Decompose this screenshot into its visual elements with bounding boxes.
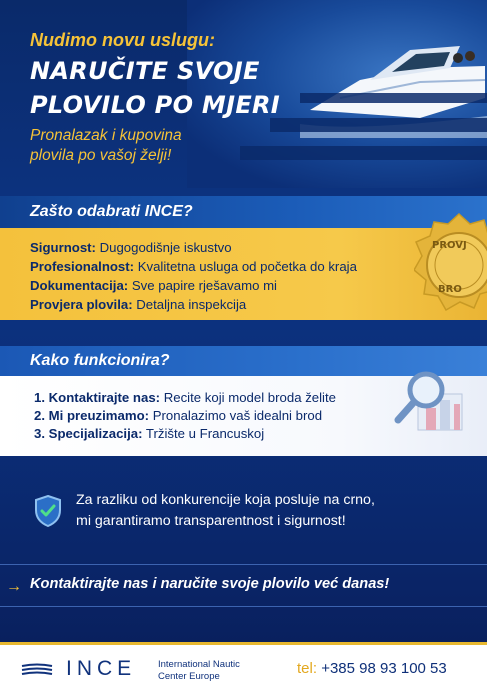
arrow-right-icon: → (6, 578, 22, 595)
hero-stripe (270, 118, 487, 132)
list-item (30, 297, 246, 312)
list-item-label: 2. Mi preuzimamo: (34, 408, 150, 423)
seal-text: BRO (438, 284, 462, 295)
org-name: International Nautic (158, 659, 240, 670)
hero-stripe (240, 146, 487, 160)
list-item-label: Dokumentacija: (30, 278, 129, 293)
hero-kicker: Nudimo novu uslugu: (30, 30, 215, 50)
guarantee-text: Za razliku od konkurencije koja posluje na crno, (76, 492, 375, 508)
footer (0, 642, 487, 690)
list-item (30, 278, 277, 293)
list-item (34, 390, 336, 405)
list-item-text: Dugogodišnje iskustvo (95, 240, 232, 255)
list-item-text: Detaljna inspekcija (132, 297, 247, 312)
guarantee-text: mi garantiramo transparentnost i sigurnost! (76, 513, 346, 529)
list-item-text: Recite koji model broda želite (160, 390, 336, 405)
list-item (30, 259, 357, 274)
phone-label: tel: (297, 660, 318, 677)
list-item-label: Profesionalnost: (30, 259, 135, 274)
list-item-label: Provjera plovila: (30, 297, 133, 312)
list-item-text: Pronalazimo vaš idealni brod (149, 408, 323, 423)
seal-badge-icon (414, 210, 487, 320)
hero-subline: Pronalazak i kupovina (30, 127, 182, 144)
divider (0, 606, 487, 607)
list-item-label: 3. Specijalizacija: (34, 426, 143, 441)
why-section-title: Zašto odabrati INCE? (30, 203, 193, 220)
how-section-title: Kako funkcionira? (30, 352, 170, 369)
hero-headline: NARUČITE SVOJE (30, 57, 260, 85)
ince-logo-icon (20, 663, 54, 677)
org-name: Center Europe (158, 671, 220, 682)
hero-stripe (300, 93, 487, 103)
hero-subline: plovila po vašoj želji! (30, 147, 172, 164)
divider (0, 564, 487, 565)
list-item-label: 1. Kontaktirajte nas: (34, 390, 161, 405)
list-item-text: Sve papire rješavamo mi (128, 278, 277, 293)
list-item-text: Tržište u Francuskoj (142, 426, 265, 441)
list-item (34, 408, 322, 423)
list-item (34, 426, 264, 441)
logo-wordmark: INCE (66, 657, 137, 680)
magnifier-icon (392, 368, 472, 438)
list-item-text: Kvalitetna usluga od početka do kraja (134, 259, 357, 274)
list-item-label: Sigurnost: (30, 240, 96, 255)
list-item (30, 240, 232, 255)
seal-text: PROVJ (432, 240, 467, 251)
hero-headline: PLOVILO PO MJERI (30, 91, 281, 119)
cta-text[interactable]: Kontaktirajte nas i naručite svoje plovilo već danas! (30, 576, 390, 592)
hero (0, 0, 487, 188)
phone-contact[interactable] (297, 660, 447, 677)
phone-number[interactable]: +385 98 93 100 53 (321, 660, 447, 677)
shield-check-icon (34, 495, 62, 527)
